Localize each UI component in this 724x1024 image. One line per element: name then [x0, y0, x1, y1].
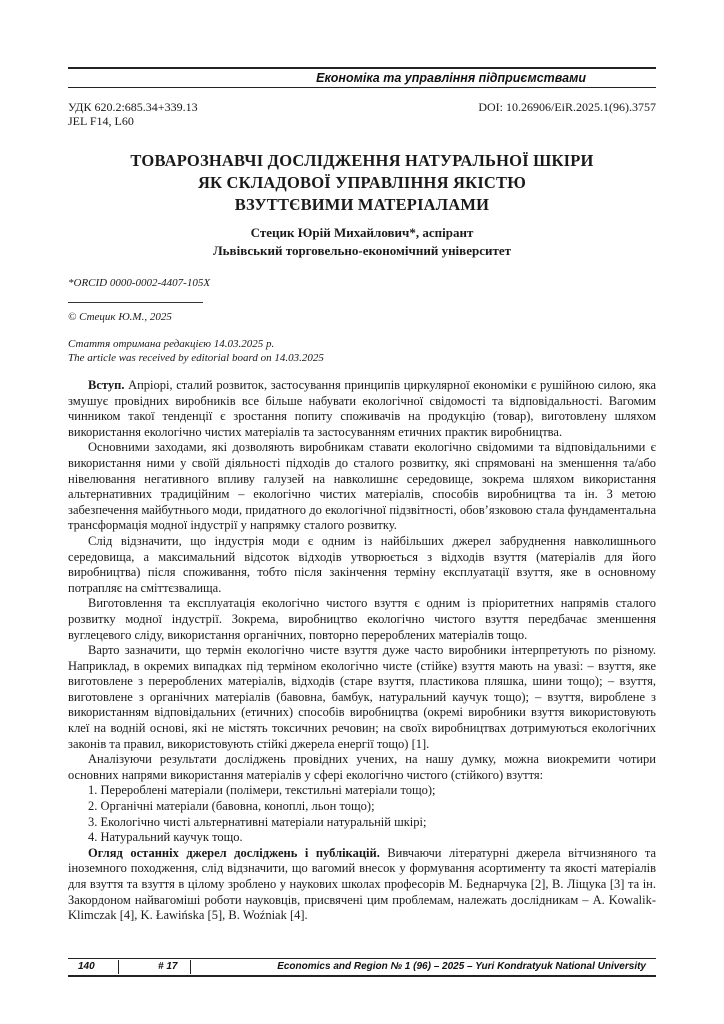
paragraph: Слід відзначити, що індустрія моди є одним із найбільших джерел забруднення навколишнього середовища, а максимальний відсоток відходів утворюється з відходів взуття (матеріалів для його виробництва) після споживання, тобто після закінчення терміну експлуатації взуття, яке в основному потрапляє на сміттєзвалища.: [68, 533, 656, 595]
footer-separator: [190, 960, 191, 974]
running-header-title: Економіка та управління підприємствами: [316, 71, 586, 85]
article-title-line: ВЗУТТЄВИМИ МАТЕРІАЛАМИ: [234, 195, 490, 214]
footer-separator: [118, 960, 119, 974]
footer-rule-bottom: [68, 975, 656, 977]
list-item: 2. Органічні матеріали (бавовна, коноплі, льон тощо);: [88, 799, 375, 814]
paragraph-text: Вивчаючи літературні джерела вітчизняного та іноземного походження, слід відзначити, що вагомий внесок у формування асортименту та якості матеріалів для взуття та взуття в цілому зроблено у наукових школах професорів М. Беднарчука [2], В. Ліщука [3] та ін. Закордоном найвагоміші роботи науковців, присвячені цим проблемам, належать дослідникам – A. Kowalik-Klimczak [4], K. Ławińska [5], B. Woźniak [4].: [68, 845, 656, 923]
paragraph-introduction: [68, 378, 656, 440]
header-rule-bottom: [68, 87, 656, 88]
issue-number: # 17: [158, 961, 178, 972]
paragraph-text: Апріорі, сталий розвиток, застосування принципів циркулярної економіки є рушійною силою, яка змушує провідних виробників все більше набувати екологічної свідомості та відповідальності. Вагомим чинником такої тенденції є зростання попиту споживачів на продукцію (товар), виготовлену шляхом використання екологічно чистих матеріалів та застосуванням етичних практик виробництва.: [68, 378, 656, 439]
paragraph: Аналізуючи результати досліджень провідних учених, на нашу думку, можна виокремити чотири основних напрями використання матеріалів у сфері екологічно чистого (стійкого) взуття:: [68, 752, 656, 782]
received-note: [68, 337, 324, 365]
paragraph: Виготовлення та експлуатація екологічно чистого взуття є одним із пріоритетних напрямів сталого розвитку модної індустрії. Зокрема, виробництво екологічно чистого взуття передбачає зменшення вуглецевого сліду, використання органічних, повторно перероблених матеріалів тощо.: [68, 596, 656, 642]
received-en: The article was received by editorial board on 14.03.2025: [68, 352, 324, 364]
jel-code: JEL F14, L60: [68, 114, 134, 128]
list-item: 1. Перероблені матеріали (полімери, текстильні матеріали тощо);: [88, 783, 436, 798]
article-title: [68, 150, 656, 216]
page-number: 140: [78, 961, 95, 972]
doi: DOI: 10.26906/EiR.2025.1(96).3757: [478, 100, 656, 114]
footer-rule-top: [68, 958, 656, 959]
orcid: *ORCID 0000-0002-4407-105X: [68, 277, 211, 289]
copyright: © Стецик Ю.М., 2025: [68, 311, 172, 323]
running-footer: [68, 960, 656, 974]
article-title-line: ТОВАРОЗНАВЧІ ДОСЛІДЖЕННЯ НАТУРАЛЬНОЇ ШКІРИ: [130, 151, 594, 170]
received-uk: Стаття отримана редакцією 14.03.2025 р.: [68, 338, 275, 350]
list-item: 3. Екологічно чисті альтернативні матеріали натуральній шкірі;: [88, 814, 427, 829]
udk-code: УДК 620.2:685.34+339.13: [68, 100, 198, 114]
article-body: [68, 378, 656, 924]
paragraph-literature-review: [68, 846, 656, 924]
header-rule-top: [68, 67, 656, 69]
author-name: Стецик Юрій Михайлович*, аспірант: [250, 225, 474, 240]
section-lead: Вступ.: [88, 378, 125, 392]
paragraph: Варто зазначити, що термін екологічно чисте взуття дуже часто виробники інтерпретують по різному. Наприклад, в окремих випадках під терміном екологічно чисте (стійке) взуття мають на увазі: – взуття, яке виготовлене з перероблених матеріалів, відходів (старе взуття, пластикова пляшка, шини тощо); – взуття, виготовлене з органічних матеріалів (бавовна, бамбук, натуральний каучук тощо); – взуття, вироблене з використанням відповідальних (етичних) способів виробництва (окремі виробники взуття використовують клеї на водній основі, які не містять токсичних речовин; на своїх виробництвах дотримуються екологічних законів та правил, використовують стійкі джерела енергії тощо) [1].: [68, 643, 656, 751]
footnote-rule: [68, 302, 203, 303]
list-item: 4. Натуральний каучук тощо.: [88, 830, 243, 845]
author-affiliation: Львівський торговельно-економічний університет: [213, 243, 511, 258]
article-title-line: ЯК СКЛАДОВОЇ УПРАВЛІННЯ ЯКІСТЮ: [197, 173, 527, 192]
section-lead: Огляд останніх джерел досліджень і публікацій.: [88, 845, 380, 860]
journal-citation: Economics and Region № 1 (96) – 2025 – Yuri Kondratyuk National University: [277, 961, 646, 972]
paragraph: Основними заходами, які дозволяють виробникам ставати екологічно свідомими та відповідальними є використання ними у своїй діяльності підходів до сталого розвитку, які спрямовані на зменшення та/або нівелювання негативного впливу галузей на навколишнє середовище, зокрема шляхом використання альтернативних традиційним – екологічно чистих матеріалів, способів виробництва та ін. З метою забезпечення майбутнього моди, придатного до екологічної підзвітності, обов’язковою стала фундаментальна трансформація модної індустрії у напрямку сталого розвитку.: [68, 440, 656, 533]
